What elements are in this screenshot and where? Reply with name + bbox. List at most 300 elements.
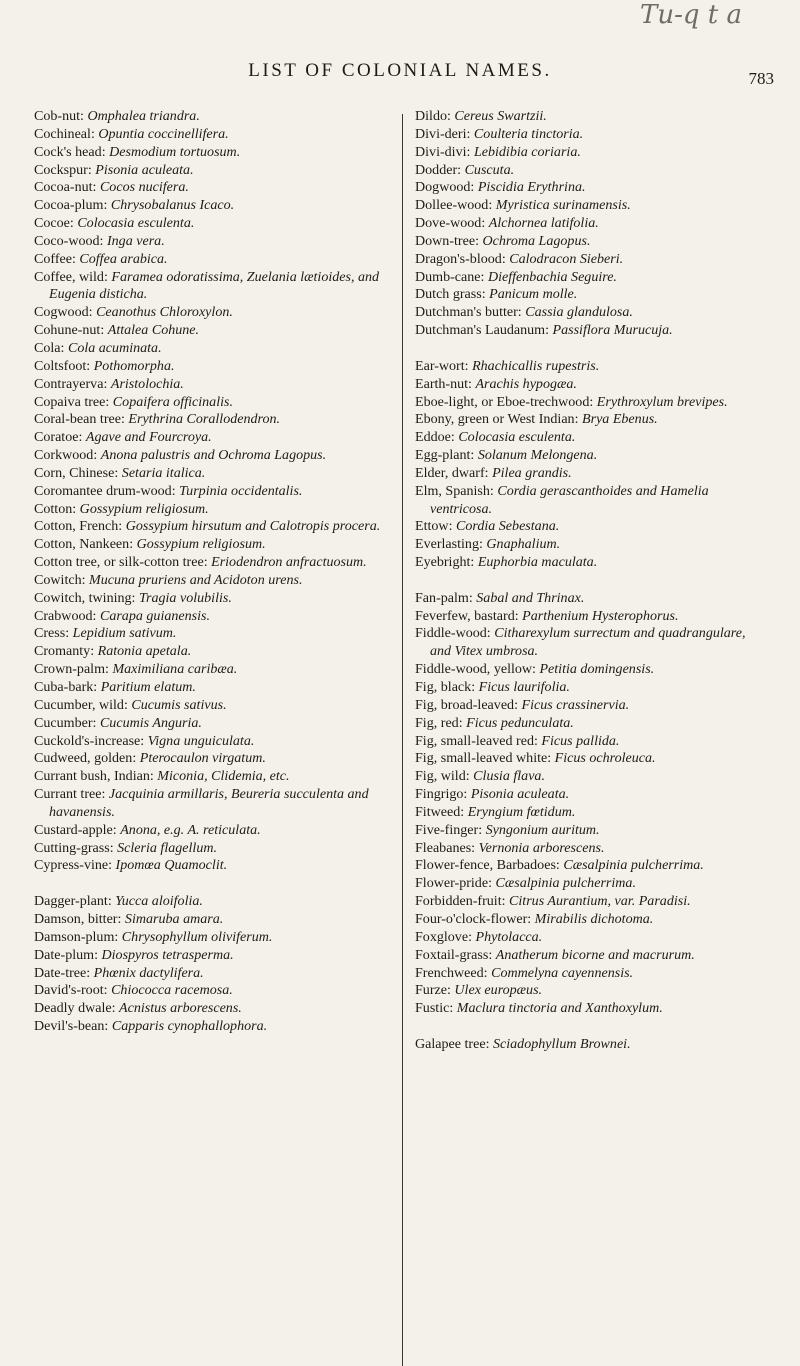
scientific-name: Cæsalpinia pulcherrima. — [563, 857, 704, 874]
scientific-name: Vernonia arborescens. — [478, 839, 605, 856]
common-name: Cromanty — [34, 643, 91, 660]
common-name: Five-finger — [415, 821, 479, 838]
list-item: Corkwood: Anona palustris and Ochroma Lagopus. — [34, 447, 327, 464]
list-item: Cucumber: Cucumis Anguria. — [34, 714, 202, 731]
scientific-name: Cucumis sativus. — [131, 696, 227, 713]
scientific-name: Sabal and Thrinax. — [476, 589, 585, 606]
list-item: Dove-wood: Alchornea latifolia. — [415, 215, 599, 232]
scientific-name: Pisonia aculeata. — [470, 786, 570, 803]
list-item: Cudweed, golden: Pterocaulon virgatum. — [34, 750, 266, 767]
scientific-name: Syngonium auritum. — [485, 821, 600, 838]
list-item: Fiddle-wood: Citharexylum surrectum and quadrangulare, and Vitex umbrosa. — [415, 625, 746, 660]
common-name: Cotton — [34, 500, 73, 517]
common-name: Fig, small-leaved red — [415, 732, 534, 749]
common-name: Elder, dwarf — [415, 464, 485, 481]
list-item: Cutting-grass: Scleria flagellum. — [34, 839, 217, 856]
list-item: Cob-nut: Omphalea triandra. — [34, 108, 200, 124]
list-item: Cress: Lepidium sativum. — [34, 625, 177, 642]
list-item: Cola: Cola acuminata. — [34, 339, 162, 356]
scientific-name: Arachis hypogæa. — [475, 375, 577, 392]
list-item: Divi-divi: Lebidibia coriaria. — [415, 143, 581, 160]
section-gap — [415, 1018, 767, 1036]
page-number: 783 — [748, 69, 774, 88]
common-name: Everlasting — [415, 536, 479, 553]
section-gap — [415, 572, 767, 590]
common-name: Cocoe — [34, 215, 70, 232]
list-item: Fig, black: Ficus laurifolia. — [415, 679, 570, 695]
list-item: Dodder: Cuscuta. — [415, 161, 515, 178]
common-name: Cuba-bark — [34, 679, 94, 695]
list-item: Ear-wort: Rhachicallis rupestris. — [415, 357, 600, 374]
scientific-name: Pilea grandis. — [492, 464, 572, 481]
list-item: Dragon's-blood: Calodracon Sieberi. — [415, 250, 624, 267]
list-item: Cogwood: Ceanothus Chloroxylon. — [34, 304, 233, 321]
scientific-name: Inga vera. — [106, 232, 165, 249]
list-item: Dutch grass: Panicum molle. — [415, 286, 578, 303]
scientific-name: Cæsalpinia pulcherrima. — [495, 875, 636, 892]
list-item: Cocoa-plum: Chrysobalanus Icaco. — [34, 197, 235, 214]
common-name: Divi-divi — [415, 143, 467, 160]
scientific-name: Piscidia Erythrina. — [477, 179, 586, 196]
common-name: Cotton tree, or silk-cotton tree — [34, 554, 204, 571]
list-item: Currant tree: Jacquinia armillaris, Beureria succulenta and havanensis. — [34, 786, 369, 820]
common-name: Fig, wild — [415, 768, 466, 785]
scientific-name: Anatherum bicorne and macrurum. — [495, 946, 695, 963]
list-item: Earth-nut: Arachis hypogæa. — [415, 375, 577, 392]
scientific-name: Myristica surinamensis. — [495, 197, 631, 214]
common-name: Coffee, wild — [34, 268, 104, 285]
scientific-name: Cereus Swartzii. — [454, 108, 547, 124]
list-item: Deadly dwale: Acnistus arborescens. — [34, 1000, 242, 1017]
common-name: Feverfew, bastard — [415, 607, 515, 624]
list-item: Cuckold's-increase: Vigna unguiculata. — [34, 732, 255, 749]
scientific-name: Rhachicallis rupestris. — [472, 357, 600, 374]
list-item: Elm, Spanish: Cordia gerascanthoides and Hamelia ventricosa. — [415, 482, 709, 517]
scientific-name: Mucuna pruriens and Acidoton urens. — [89, 571, 303, 588]
list-item: Dogwood: Piscidia Erythrina. — [415, 179, 586, 196]
list-item: Crown-palm: Maximiliana caribæa. — [34, 661, 238, 678]
list-item: Cypress-vine: Ipomœa Quamoclit. — [34, 857, 228, 874]
scientific-name: Maximiliana caribæa. — [112, 661, 238, 678]
list-item: Coffee: Coffea arabica. — [34, 250, 168, 267]
common-name: Fig, broad-leaved — [415, 696, 515, 713]
list-item: Cowitch: Mucuna pruriens and Acidoton urens. — [34, 571, 303, 588]
list-item: Fig, small-leaved red: Ficus pallida. — [415, 732, 620, 749]
scientific-name: Vigna unguiculata. — [147, 732, 255, 749]
common-name: Custard-apple — [34, 821, 113, 838]
scientific-name: Ficus crassinervia. — [521, 696, 630, 713]
common-name: Dutch grass — [415, 286, 482, 303]
list-item: Galapee tree: Sciadophyllum Brownei. — [415, 1035, 631, 1052]
scientific-name: Chiococca racemosa. — [111, 982, 233, 999]
common-name: Cotton, Nankeen — [34, 536, 130, 553]
common-name: Damson-plum — [34, 928, 115, 945]
list-item: Eboe-light, or Eboe-trechwood: Erythroxylum brevipes. — [415, 393, 728, 410]
common-name: Frenchweed — [415, 964, 484, 981]
scientific-name: Diospyros tetrasperma. — [101, 946, 234, 963]
common-name: Forbidden-fruit — [415, 893, 502, 910]
scientific-name: Paritium elatum. — [100, 679, 196, 695]
scientific-name: Euphorbia maculata. — [477, 554, 598, 571]
scientific-name: Brya Ebenus. — [582, 411, 658, 428]
common-name: Ear-wort — [415, 357, 465, 374]
common-name: Coratoe — [34, 429, 79, 446]
list-item: Cucumber, wild: Cucumis sativus. — [34, 696, 227, 713]
scientific-name: Ratonia apetala. — [97, 643, 192, 660]
common-name: Coco-wood — [34, 232, 100, 249]
list-item: Dutchman's Laudanum: Passiflora Murucuja. — [415, 322, 673, 339]
list-item: Copaiva tree: Copaifera officinalis. — [34, 393, 233, 410]
scientific-name: Panicum molle. — [489, 286, 578, 303]
scientific-name: Copaifera officinalis. — [112, 393, 233, 410]
scientific-name: Cordia gerascanthoides and Hamelia ventricosa. — [430, 482, 709, 517]
list-item: Date-plum: Diospyros tetrasperma. — [34, 946, 234, 963]
scientific-name: Phœnix dactylifera. — [93, 964, 204, 981]
common-name: Divi-deri — [415, 125, 467, 142]
common-name: Copaiva tree — [34, 393, 106, 410]
common-name: Fiddle-wood, yellow — [415, 661, 533, 678]
handwritten-annotation: Tu-q t a — [640, 0, 742, 30]
common-name: Cowitch — [34, 571, 82, 588]
scientific-name: Cordia Sebestana. — [455, 518, 560, 535]
list-item: Cotton, French: Gossypium hirsutum and Calotropis procera. — [34, 518, 381, 535]
scientific-name: Gnaphalium. — [486, 536, 561, 553]
scientific-name: Pisonia aculeata. — [95, 161, 194, 178]
common-name: Crown-palm — [34, 661, 106, 678]
list-item: Currant bush, Indian: Miconia, Clidemia, etc. — [34, 768, 290, 785]
list-item: Cotton tree, or silk-cotton tree: Eriodendron anfractuosum. — [34, 554, 367, 571]
scientific-name: Ipomœa Quamoclit. — [115, 857, 228, 874]
common-name: Furze — [415, 982, 447, 999]
common-name: Fleabanes — [415, 839, 472, 856]
list-item: Fig, red: Ficus pedunculata. — [415, 714, 574, 731]
common-name: Fig, red — [415, 714, 459, 731]
list-item: Fingrigo: Pisonia aculeata. — [415, 786, 570, 803]
list-item: Cuba-bark: Paritium elatum. — [34, 679, 196, 695]
common-name: Foxglove — [415, 928, 469, 945]
common-name: Fingrigo — [415, 786, 464, 803]
scientific-name: Ulex europæus. — [454, 982, 543, 999]
common-name: Crabwood — [34, 607, 93, 624]
common-name: Cob-nut — [34, 108, 81, 124]
common-name: Dumb-cane — [415, 268, 481, 285]
scientific-name: Aristolochia. — [110, 375, 184, 392]
scientific-name: Capparis cynophallophora. — [111, 1018, 268, 1035]
list-item: Elder, dwarf: Pilea grandis. — [415, 464, 572, 481]
scientific-name: Scleria flagellum. — [117, 839, 217, 856]
common-name: Corkwood — [34, 447, 94, 464]
list-item: Five-finger: Syngonium auritum. — [415, 821, 600, 838]
list-item: Furze: Ulex europæus. — [415, 982, 543, 999]
section-gap — [415, 340, 767, 358]
list-item: David's-root: Chiococca racemosa. — [34, 982, 233, 999]
scientific-name: Turpinia occidentalis. — [179, 482, 303, 499]
common-name: Cohune-nut — [34, 322, 101, 339]
scientific-name: Tragia volubilis. — [138, 589, 232, 606]
scientific-name: Ficus laurifolia. — [478, 679, 570, 695]
scientific-name: Phytolacca. — [475, 928, 543, 945]
common-name: Cocoa-plum — [34, 197, 104, 214]
common-name: Cuckold's-increase — [34, 732, 141, 749]
common-name: Flower-pride — [415, 875, 489, 892]
list-item: Fig, small-leaved white: Ficus ochroleuca. — [415, 750, 656, 767]
common-name: Fig, small-leaved white — [415, 750, 548, 767]
scientific-name: Carapa guianensis. — [99, 607, 210, 624]
scientific-name: Anona palustris and Ochroma Lagopus. — [100, 447, 327, 464]
list-item: Frenchweed: Commelyna cayennensis. — [415, 964, 634, 981]
section-gap — [34, 875, 386, 893]
common-name: Flower-fence, Barbadoes — [415, 857, 556, 874]
common-name: Cucumber, wild — [34, 696, 124, 713]
list-item: Corn, Chinese: Setaria italica. — [34, 464, 206, 481]
common-name: Currant bush, Indian — [34, 768, 150, 785]
scientific-name: Omphalea triandra. — [87, 108, 200, 124]
common-name: Egg-plant — [415, 447, 471, 464]
common-name: Dutchman's butter — [415, 304, 518, 321]
left-column — [34, 108, 386, 1036]
list-item: Cotton, Nankeen: Gossypium religiosum. — [34, 536, 266, 553]
list-item: Coco-wood: Inga vera. — [34, 232, 165, 249]
list-item: Cohune-nut: Attalea Cohune. — [34, 322, 200, 339]
common-name: Fustic — [415, 1000, 450, 1017]
common-name: Earth-nut — [415, 375, 469, 392]
common-name: Fiddle-wood — [415, 625, 487, 642]
list-item: Cockspur: Pisonia aculeata. — [34, 161, 194, 178]
common-name: Date-plum — [34, 946, 95, 963]
scientific-name: Passiflora Murucuja. — [552, 322, 673, 339]
scientific-name: Miconia, Clidemia, etc. — [157, 768, 290, 785]
scientific-name: Solanum Melongena. — [477, 447, 598, 464]
common-name: Date-tree — [34, 964, 87, 981]
list-item: Cowitch, twining: Tragia volubilis. — [34, 589, 232, 606]
common-name: Cocoa-nut — [34, 179, 93, 196]
list-item: Fleabanes: Vernonia arborescens. — [415, 839, 605, 856]
common-name: Cogwood — [34, 304, 89, 321]
common-name: Elm, Spanish — [415, 482, 490, 499]
common-name: Cutting-grass — [34, 839, 110, 856]
scientific-name: Attalea Cohune. — [107, 322, 200, 339]
list-item: Forbidden-fruit: Citrus Aurantium, var. Paradisi. — [415, 893, 691, 910]
scientific-name: Agave and Fourcroya. — [85, 429, 212, 446]
common-name: Ettow — [415, 518, 449, 535]
scientific-name: Ficus pallida. — [541, 732, 620, 749]
common-name: Dogwood — [415, 179, 471, 196]
common-name: Cress — [34, 625, 66, 642]
common-name: Cotton, French — [34, 518, 119, 535]
list-item: Coltsfoot: Pothomorpha. — [34, 357, 175, 374]
common-name: Coffee — [34, 250, 72, 267]
scientific-name: Eriodendron anfractuosum. — [211, 554, 367, 571]
column-divider — [402, 114, 403, 1366]
list-item: Ebony, green or West Indian: Brya Ebenus. — [415, 411, 658, 428]
scientific-name: Cucumis Anguria. — [99, 714, 202, 731]
scientific-name: Faramea odoratissima, Zuelania lætioides, and Eugenia disticha. — [49, 268, 380, 303]
page-title: LIST OF COLONIAL NAMES. — [248, 60, 552, 81]
common-name: Dodder — [415, 161, 458, 178]
scientific-name: Gossypium hirsutum and Calotropis procera. — [125, 518, 381, 535]
scientific-name: Yucca aloifolia. — [115, 893, 203, 910]
list-item: Date-tree: Phœnix dactylifera. — [34, 964, 204, 981]
list-item: Cocoe: Colocasia esculenta. — [34, 215, 195, 232]
list-item: Dutchman's butter: Cassia glandulosa. — [415, 304, 633, 321]
list-item: Fig, wild: Clusia flava. — [415, 768, 545, 785]
list-item: Contrayerva: Aristolochia. — [34, 375, 184, 392]
scientific-name: Cola acuminata. — [67, 339, 162, 356]
scientific-name: Setaria italica. — [121, 464, 206, 481]
scientific-name: Commelyna cayennensis. — [491, 964, 634, 981]
scientific-name: Clusia flava. — [473, 768, 545, 785]
scientific-name: Parthenium Hysterophorus. — [522, 607, 679, 624]
list-item: Coromantee drum-wood: Turpinia occidentalis. — [34, 482, 303, 499]
list-item: Coral-bean tree: Erythrina Corallodendron. — [34, 411, 281, 428]
list-item: Down-tree: Ochroma Lagopus. — [415, 232, 591, 249]
common-name: Coromantee drum-wood — [34, 482, 172, 499]
common-name: Dildo — [415, 108, 447, 124]
scientific-name: Ochroma Lagopus. — [482, 232, 591, 249]
common-name: Fan-palm — [415, 589, 469, 606]
scientific-name: Mirabilis dichotoma. — [534, 910, 654, 927]
common-name: Eddoe — [415, 429, 451, 446]
common-name: Fitweed — [415, 803, 461, 820]
scientific-name: Anona, e.g. A. reticulata. — [120, 821, 261, 838]
list-item: Foxglove: Phytolacca. — [415, 928, 543, 945]
scientific-name: Gossypium religiosum. — [136, 536, 266, 553]
list-item: Eyebright: Euphorbia maculata. — [415, 554, 598, 571]
common-name: Damson, bitter — [34, 910, 118, 927]
common-name: Devil's-bean — [34, 1018, 105, 1035]
list-item: Ettow: Cordia Sebestana. — [415, 518, 560, 535]
scientific-name: Lebidibia coriaria. — [473, 143, 581, 160]
common-name: Eyebright — [415, 554, 471, 571]
list-item: Damson-plum: Chrysophyllum oliviferum. — [34, 928, 273, 945]
right-column — [415, 108, 767, 1054]
scientific-name: Acnistus arborescens. — [119, 1000, 242, 1017]
common-name: Cowitch, twining — [34, 589, 132, 606]
common-name: Coral-bean tree — [34, 411, 121, 428]
list-item: Flower-pride: Cæsalpinia pulcherrima. — [415, 875, 636, 892]
common-name: Down-tree — [415, 232, 476, 249]
list-item: Dildo: Cereus Swartzii. — [415, 108, 547, 124]
scientific-name: Chrysophyllum oliviferum. — [121, 928, 273, 945]
scientific-name: Calodracon Sieberi. — [509, 250, 624, 267]
scientific-name: Maclura tinctoria and Xanthoxylum. — [456, 1000, 663, 1017]
common-name: Currant tree — [34, 786, 102, 803]
common-name: Dagger-plant — [34, 893, 108, 910]
scientific-name: Ficus pedunculata. — [466, 714, 574, 731]
scientific-name: Ficus ochroleuca. — [554, 750, 656, 767]
scientific-name: Citrus Aurantium, var. Paradisi. — [509, 893, 691, 910]
scientific-name: Colocasia esculenta. — [77, 215, 195, 232]
common-name: Cucumber — [34, 714, 93, 731]
scientific-name: Cocos nucifera. — [99, 179, 189, 196]
scientific-name: Coffea arabica. — [79, 250, 168, 267]
list-item: Foxtail-grass: Anatherum bicorne and macrurum. — [415, 946, 695, 963]
list-item: Egg-plant: Solanum Melongena. — [415, 447, 598, 464]
list-item: Everlasting: Gnaphalium. — [415, 536, 561, 553]
common-name: Galapee tree — [415, 1035, 486, 1052]
common-name: Cock's head — [34, 143, 102, 160]
scientific-name: Pterocaulon virgatum. — [139, 750, 266, 767]
common-name: Dollee-wood — [415, 197, 489, 214]
common-name: Four-o'clock-flower — [415, 910, 528, 927]
common-name: Dragon's-blood — [415, 250, 502, 267]
scientific-name: Cuscuta. — [464, 161, 515, 178]
list-item: Dollee-wood: Myristica surinamensis. — [415, 197, 631, 214]
list-item: Cochineal: Opuntia coccinellifera. — [34, 125, 229, 142]
list-item: Fig, broad-leaved: Ficus crassinervia. — [415, 696, 630, 713]
scientific-name: Colocasia esculenta. — [458, 429, 576, 446]
common-name: Dutchman's Laudanum — [415, 322, 546, 339]
list-item: Crabwood: Carapa guianensis. — [34, 607, 210, 624]
scientific-name: Coulteria tinctoria. — [473, 125, 584, 142]
list-item: Dagger-plant: Yucca aloifolia. — [34, 893, 203, 910]
list-item: Cock's head: Desmodium tortuosum. — [34, 143, 241, 160]
common-name: Cockspur — [34, 161, 88, 178]
list-item: Feverfew, bastard: Parthenium Hysterophorus. — [415, 607, 679, 624]
list-item: Divi-deri: Coulteria tinctoria. — [415, 125, 584, 142]
scientific-name: Erythrina Corallodendron. — [128, 411, 281, 428]
common-name: Ebony, green or West Indian — [415, 411, 575, 428]
common-name: David's-root — [34, 982, 104, 999]
list-item: Devil's-bean: Capparis cynophallophora. — [34, 1018, 268, 1035]
scientific-name: Opuntia coccinellifera. — [98, 125, 229, 142]
scientific-name: Petitia domingensis. — [539, 661, 655, 678]
scientific-name: Eryngium fœtidum. — [467, 803, 576, 820]
scientific-name: Desmodium tortuosum. — [109, 143, 241, 160]
common-name: Foxtail-grass — [415, 946, 489, 963]
list-item: Dumb-cane: Dieffenbachia Seguire. — [415, 268, 617, 285]
scientific-name: Jacquinia armillaris, Beureria succulenta and havanensis. — [49, 786, 369, 820]
list-item: Cocoa-nut: Cocos nucifera. — [34, 179, 189, 196]
list-item: Cromanty: Ratonia apetala. — [34, 643, 192, 660]
common-name: Cola — [34, 339, 61, 356]
scientific-name: Erythroxylum brevipes. — [596, 393, 728, 410]
scientific-name: Pothomorpha. — [93, 357, 175, 374]
list-item: Fiddle-wood, yellow: Petitia domingensis. — [415, 661, 655, 678]
common-name: Fig, black — [415, 679, 472, 695]
list-item: Coffee, wild: Faramea odoratissima, Zuelania lætioides, and Eugenia disticha. — [34, 268, 380, 303]
list-item: Flower-fence, Barbadoes: Cæsalpinia pulcherrima. — [415, 857, 704, 874]
scientific-name: Lepidium sativum. — [72, 625, 177, 642]
common-name: Cypress-vine — [34, 857, 109, 874]
scientific-name: Alchornea latifolia. — [488, 215, 599, 232]
common-name: Cochineal — [34, 125, 91, 142]
list-item: Four-o'clock-flower: Mirabilis dichotoma. — [415, 910, 654, 927]
common-name: Dove-wood — [415, 215, 482, 232]
list-item: Custard-apple: Anona, e.g. A. reticulata. — [34, 821, 261, 838]
scientific-name: Cassia glandulosa. — [525, 304, 633, 321]
list-item: Damson, bitter: Simaruba amara. — [34, 910, 224, 927]
scientific-name: Sciadophyllum Brownei. — [493, 1035, 631, 1052]
common-name: Coltsfoot — [34, 357, 87, 374]
list-item: Fitweed: Eryngium fœtidum. — [415, 803, 576, 820]
scientific-name: Dieffenbachia Seguire. — [487, 268, 617, 285]
scientific-name: Chrysobalanus Icaco. — [110, 197, 235, 214]
scientific-name: Citharexylum surrectum and quadrangulare, and Vitex umbrosa. — [430, 625, 746, 660]
list-item: Coratoe: Agave and Fourcroya. — [34, 429, 212, 446]
common-name: Eboe-light, or Eboe-trechwood — [415, 393, 590, 410]
common-name: Deadly dwale — [34, 1000, 112, 1017]
list-item: Cotton: Gossypium religiosum. — [34, 500, 209, 517]
list-item: Fustic: Maclura tinctoria and Xanthoxylum. — [415, 1000, 663, 1017]
common-name: Corn, Chinese — [34, 464, 115, 481]
scientific-name: Gossypium religiosum. — [79, 500, 209, 517]
scientific-name: Simaruba amara. — [124, 910, 224, 927]
scientific-name: Ceanothus Chloroxylon. — [96, 304, 233, 321]
common-name: Cudweed, golden — [34, 750, 133, 767]
list-item: Fan-palm: Sabal and Thrinax. — [415, 589, 585, 606]
common-name: Contrayerva — [34, 375, 104, 392]
